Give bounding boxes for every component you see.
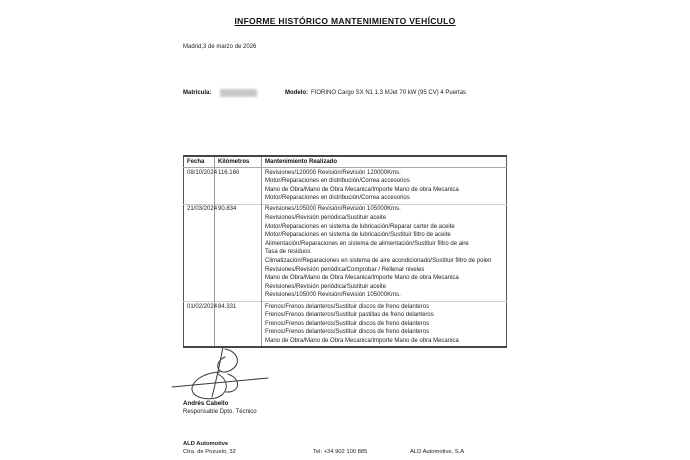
footer-company-full: ALD Automotive, S.A	[410, 449, 465, 455]
modelo-value: FIORINO Cargo SX N1 1.3 MJet 70 kW (95 CV) 4 Puertas	[311, 90, 467, 96]
header-mantenimiento: Mantenimiento Realizado	[262, 156, 507, 168]
date-line: Madrid,3 de marzo de 2026	[183, 44, 257, 50]
maintenance-item: Revisiones/105000 Revisión/Revisión 105000Kms.	[265, 292, 401, 299]
footer-company: ALD Automotive	[183, 441, 229, 447]
maintenance-item: Frenos/Frenos delanteros/Sustituir discos de freno delanteros	[265, 329, 430, 336]
maintenance-item: Motor/Reparaciones en sistema de lubricación/Sustituir filtro de aceite	[265, 232, 451, 239]
cell-items	[262, 204, 507, 301]
header-fecha: Fecha	[184, 156, 215, 168]
cell-fecha: 01/02/2024	[184, 302, 215, 348]
matricula-label: Matrícula:	[183, 90, 212, 96]
maintenance-item: Tasa de residuos	[265, 249, 311, 256]
cell-km: 90.834	[215, 204, 262, 301]
cell-fecha: 08/10/2024	[187, 169, 218, 176]
maintenance-item: Motor/Reparaciones en distribución/Correa accesorios	[265, 178, 410, 185]
maintenance-item: Frenos/Frenos delanteros/Sustituir discos de freno delanteros	[265, 303, 430, 310]
maintenance-item: Revisiones/Revisión periódica/Sustituir aceite	[265, 215, 387, 222]
cell-km: 84.331	[215, 302, 262, 348]
maintenance-item: Climatización/Reparaciones en sistema de aire acondicionado/Sustituir filtro de polen	[265, 258, 492, 265]
matricula-redacted-value	[220, 89, 257, 97]
maintenance-table-body	[184, 168, 507, 348]
footer-telephone: Tel: +34 902 100 885	[313, 449, 368, 455]
modelo-label: Modelo:	[285, 90, 308, 96]
maintenance-item: Revisiones/Revisión periódica/Sustituir aceite	[265, 283, 387, 290]
table-row	[184, 302, 507, 348]
table-header-row	[184, 156, 507, 168]
maintenance-item: Motor/Reparaciones en distribución/Correa accesorios	[265, 195, 410, 202]
maintenance-item: Mano de Obra/Mano de Obra Mecanica/Importe Mano de obra Mecanica	[265, 337, 459, 344]
maintenance-item: Mano de Obra/Mano de Obra Mecanica/Importe Mano de obra Mecanica	[265, 186, 459, 193]
table-row	[184, 204, 507, 301]
maintenance-item: Motor/Reparaciones en sistema de lubricación/Reparar carter de aceite	[265, 223, 455, 230]
page-title: INFORME HISTÓRICO MANTENIMIENTO VEHÍCULO	[234, 16, 456, 26]
cell-fecha: 21/03/2024	[184, 204, 215, 301]
signature-scribble	[170, 345, 272, 401]
header-kilometros: Kilómetros	[215, 156, 262, 168]
maintenance-item: Frenos/Frenos delanteros/Sustituir pastillas de freno delanteros	[265, 312, 434, 319]
maintenance-item: Revisiones/120000 Revisión/Revisión 120000Kms.	[265, 169, 401, 176]
cell-km: 116.160	[215, 168, 262, 205]
footer-address: Ctra. de Pozuelo, 32	[183, 449, 236, 455]
cell-items	[262, 302, 507, 348]
maintenance-item: Revisiones/Revisión periódica/Comprobar / Rellenar niveles	[265, 266, 425, 273]
maintenance-item: Revisiones/105000 Revisión/Revisión 105000Kms.	[265, 206, 401, 213]
maintenance-table	[183, 155, 507, 348]
maintenance-item: Frenos/Frenos delanteros/Sustituir discos de freno delanteros	[265, 320, 430, 327]
signatory-name: Andrés Cabello	[183, 400, 229, 407]
table-row	[184, 168, 507, 205]
maintenance-item: Alimentación/Reparaciones en sistema de alimentación/Sustituir filtro de aire	[265, 240, 469, 247]
maintenance-item: Mano de Obra/Mano de Obra Mecanica/Importe Mano de obra Mecanica	[265, 275, 459, 282]
signatory-role: Responsable Dpto. Técnico	[183, 409, 257, 415]
cell-items	[262, 168, 507, 205]
